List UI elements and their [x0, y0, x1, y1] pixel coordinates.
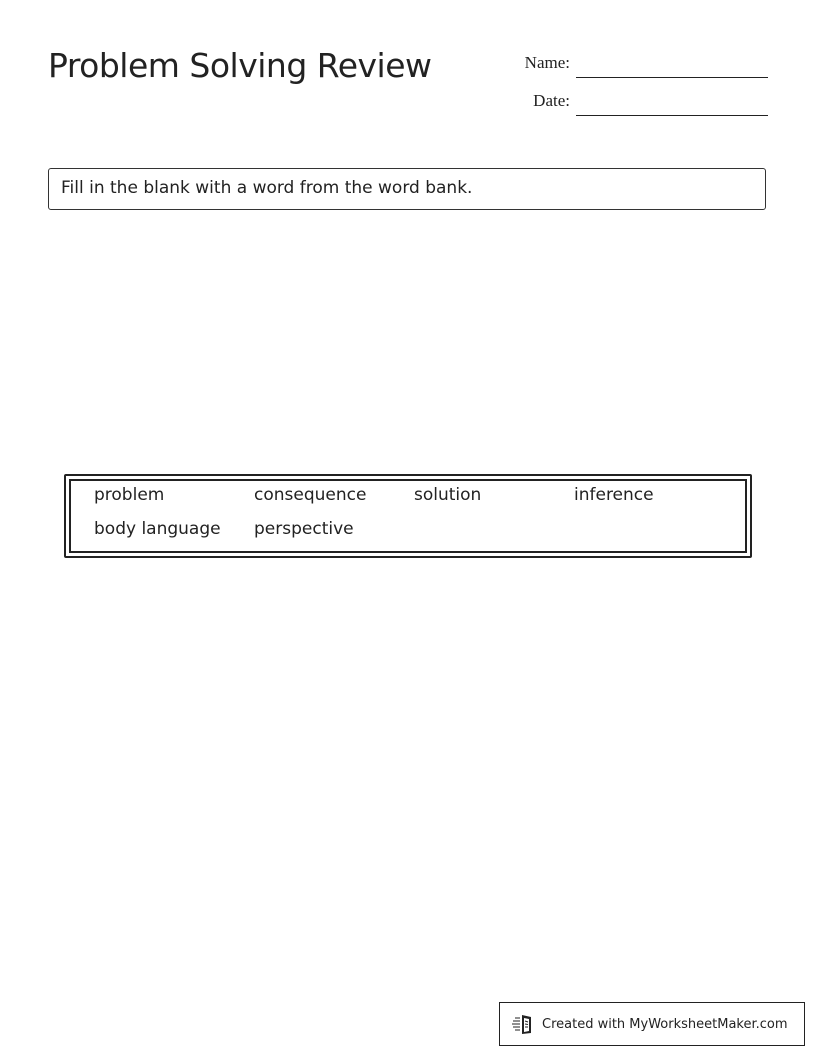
word-bank: [64, 474, 752, 558]
page-title: Problem Solving Review: [48, 46, 432, 85]
name-label: Name:: [524, 53, 570, 72]
instructions-box: [48, 168, 766, 210]
myworksheetmaker-logo-icon: [512, 1012, 536, 1036]
date-label: Date:: [533, 91, 570, 110]
word-bank-item: solution: [414, 485, 482, 505]
word-bank-item: inference: [574, 485, 654, 505]
word-bank-item: problem: [94, 485, 165, 505]
instructions-text: Fill in the blank with a word from the word bank.: [61, 178, 473, 198]
word-bank-inner-border: [69, 479, 747, 553]
word-bank-item: body language: [94, 519, 221, 539]
created-with-badge[interactable]: [499, 1002, 805, 1046]
word-bank-item: consequence: [254, 485, 367, 505]
date-field[interactable]: [576, 115, 768, 116]
word-bank-item: perspective: [254, 519, 354, 539]
created-with-text: Created with MyWorksheetMaker.com: [542, 1016, 788, 1032]
name-field[interactable]: [576, 77, 768, 78]
